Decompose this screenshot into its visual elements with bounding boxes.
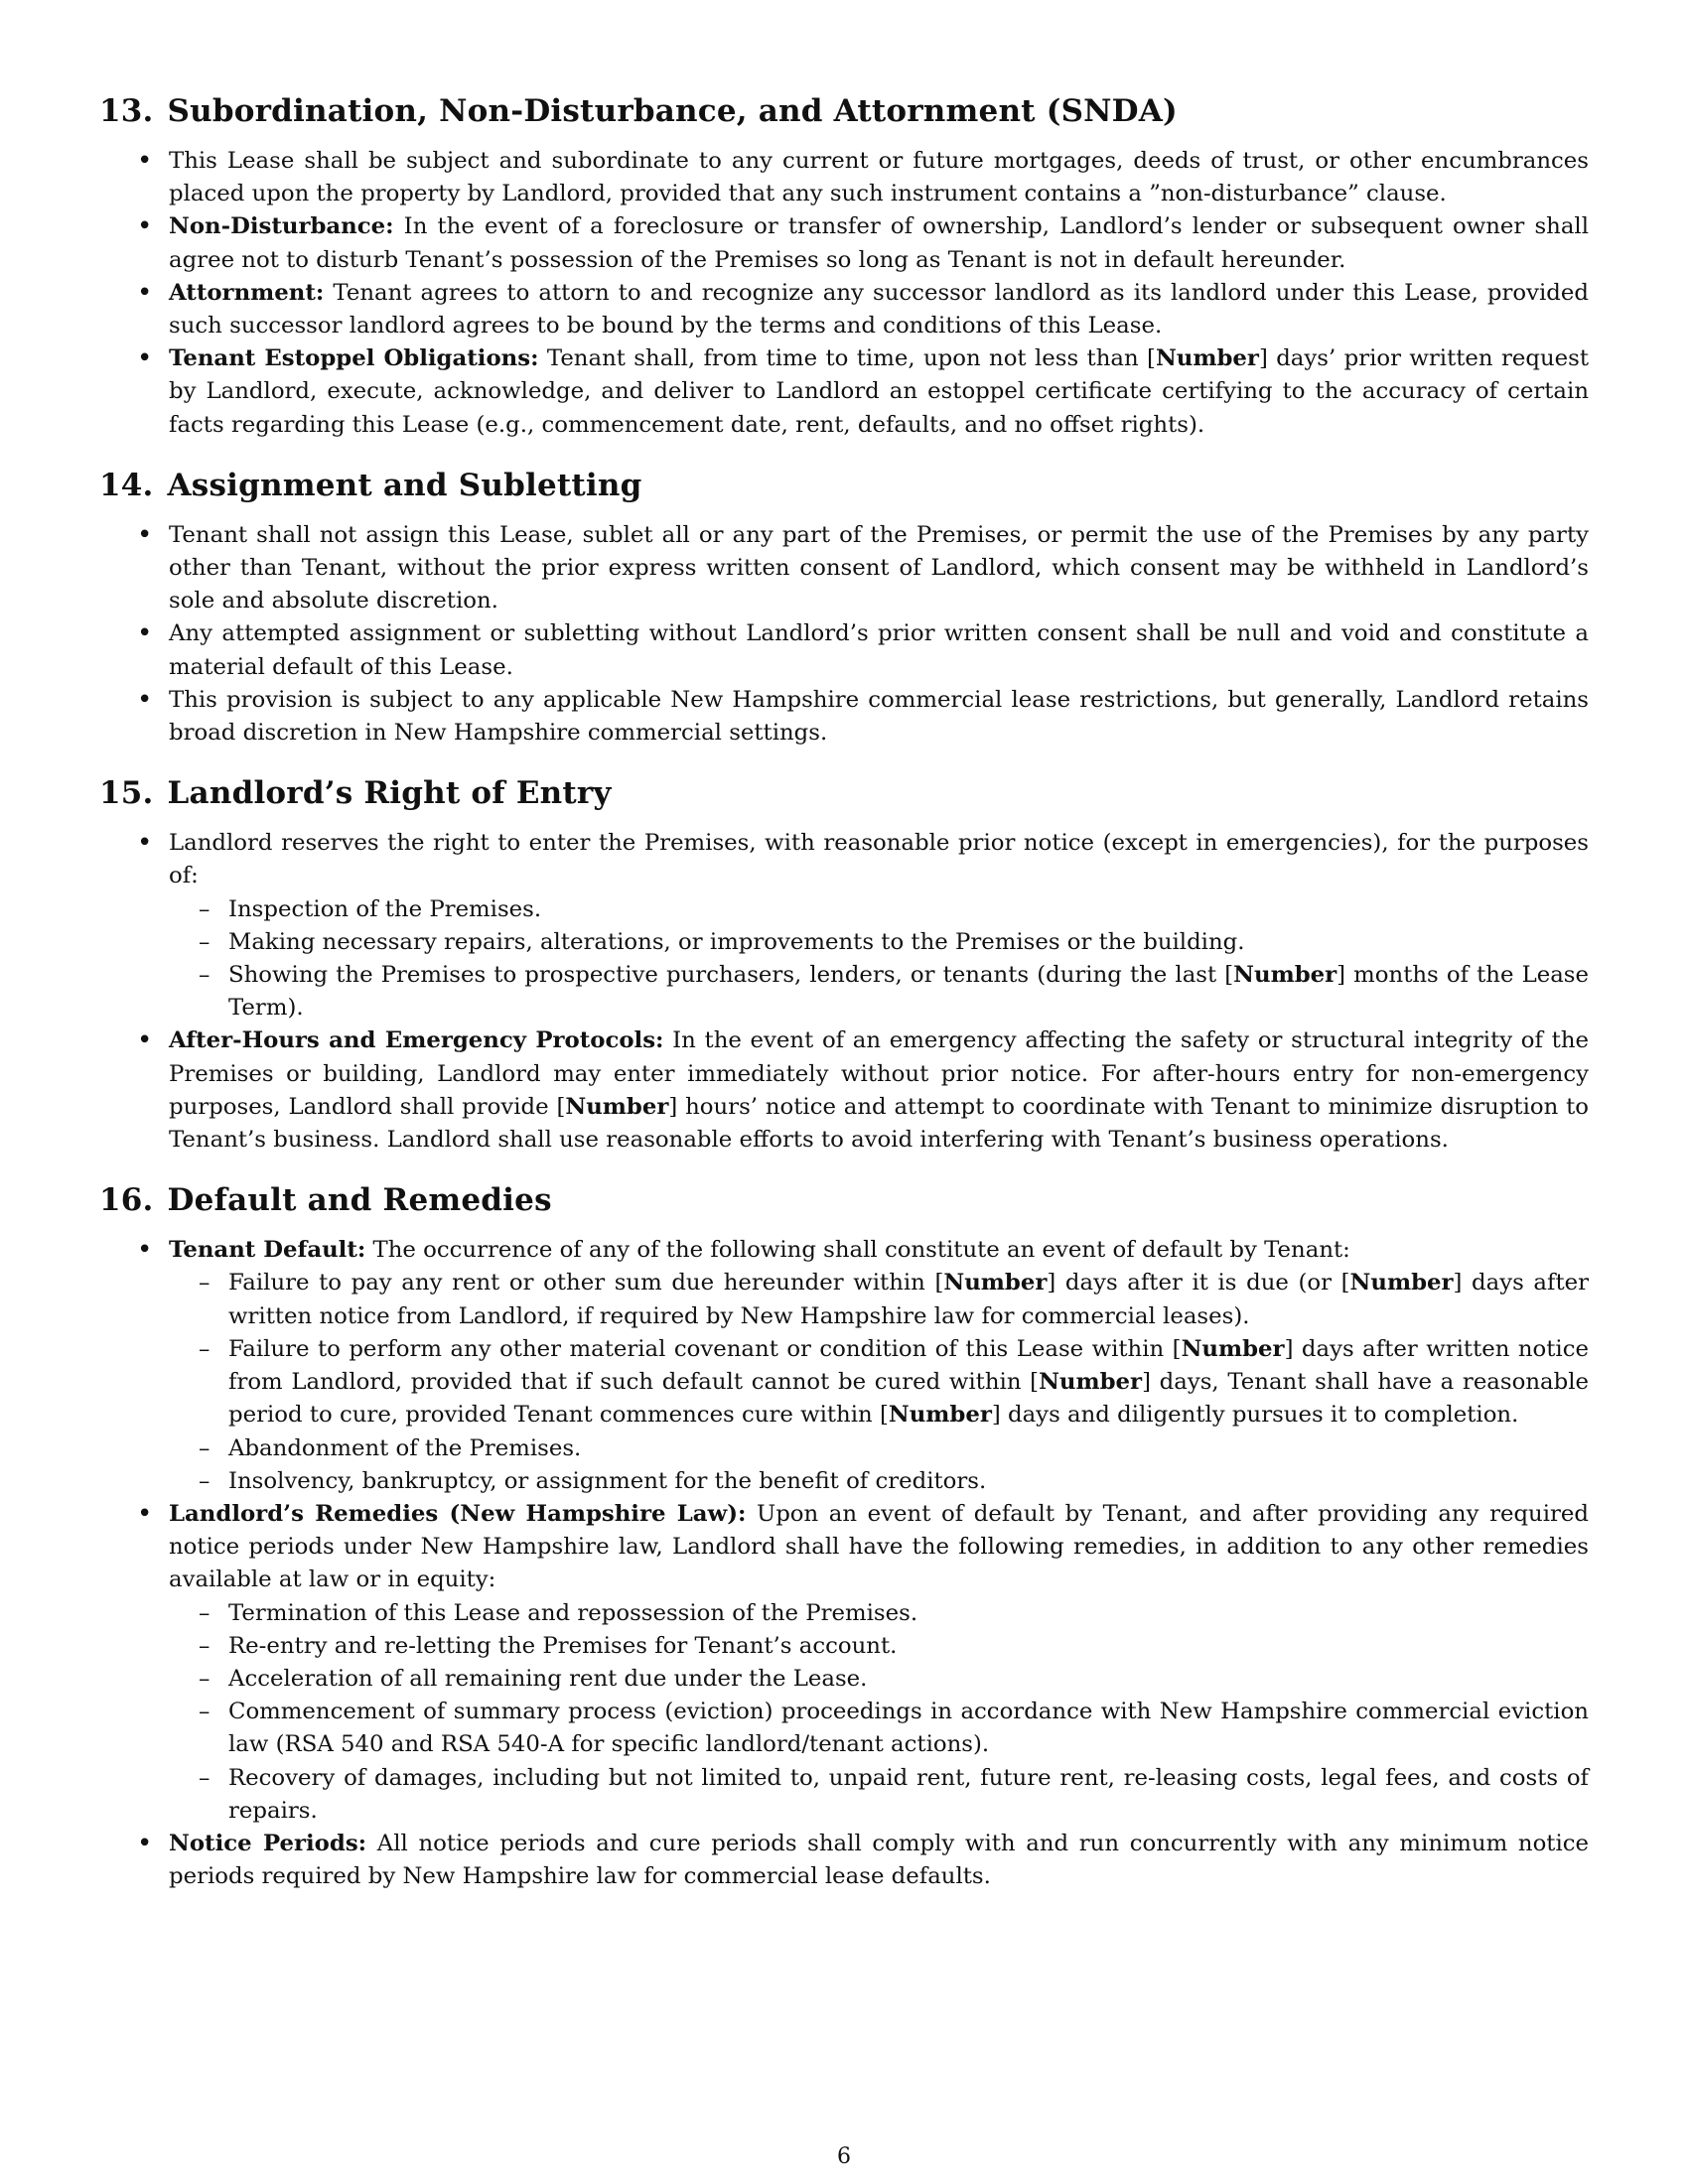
sub-list-item: – Abandonment of the Premises. [169,1433,1589,1465]
number-placeholder: Number [1349,1270,1454,1297]
bullet-list [99,1234,1589,1893]
sub-list-item: – Commencement of summary process (eviction) proceedings in accordance with New Hampshire commercial eviction law (RSA 540 and RSA 540-A for specific landlord/tenant actions). [169,1696,1589,1761]
sub-list-item: – Inspection of the Premises. [169,893,1589,926]
list-item: • Landlord reserves the right to enter the Premises, with reasonable prior notice (except in emergencies), for the purposes of: – Inspection of the Premises. – Making necessary repairs, alterations, or improvements to the Premises or the building. – Showing the Premises to prospective purchasers, lenders, or tenants (during the last [Number] months of the Lease Term). [99,827,1589,1024]
bullet-list [99,827,1589,1157]
sub-list-item: – Making necessary repairs, alterations, or improvements to the Premises or the building. [169,926,1589,959]
list-item: • Notice Periods: All notice periods and cure periods shall comply with and run concurrently with any minimum notice periods required by New Hampshire law for commercial lease defaults. [99,1828,1589,1893]
sub-list [169,893,1589,1025]
sub-list [169,1267,1589,1497]
section-heading: 13. Subordination, Non-Disturbance, and Attornment (SNDA) [99,93,1178,129]
sub-list-item: – Re-entry and re-letting the Premises for Tenant’s account. [169,1630,1589,1663]
sub-list-item: – Termination of this Lease and repossession of the Premises. [169,1597,1589,1630]
section-heading: 14. Assignment and Subletting [99,467,642,503]
section-14 [99,466,1589,750]
section-13 [99,91,1589,442]
sub-list-item: – Failure to perform any other material covenant or condition of this Lease within [Number] days after written notice from Landlord, provided that if such default cannot be cured within [Number] days, Tenant shall have a reasonable period to cure, provided Tenant commences cure within [Number] days and diligently pursues it to completion. [169,1333,1589,1433]
sub-list-item: – Showing the Premises to prospective purchasers, lenders, or tenants (during the last [Number] months of the Lease Term). [169,959,1589,1024]
sub-list-item: – Insolvency, bankruptcy, or assignment for the benefit of creditors. [169,1465,1589,1498]
bullet-list [99,145,1589,442]
number-placeholder: Number [943,1270,1048,1297]
section-heading: 16. Default and Remedies [99,1182,552,1219]
sub-list-item: – Acceleration of all remaining rent due under the Lease. [169,1663,1589,1696]
bullet-list [99,519,1589,750]
number-placeholder: Number [1039,1369,1143,1396]
sub-list [169,1597,1589,1828]
list-item: • After-Hours and Emergency Protocols: In the event of an emergency affecting the safety or structural integrity of the Premises or building, Landlord may enter immediately without prior notice. For after-hours entry for non-emergency purposes, Landlord shall provide [Number] hours’ notice and attempt to coordinate with Tenant to minimize disruption to Tenant’s business. Landlord shall use reasonable efforts to avoid interfering with Tenant’s business operations. [99,1024,1589,1157]
number-placeholder: Number [1155,345,1259,372]
number-placeholder: Number [1181,1335,1285,1362]
document-page [99,91,1589,1917]
list-item: • Any attempted assignment or subletting without Landlord’s prior written consent shall be null and void and constitute a material default of this Lease. [99,617,1589,683]
sub-list-item: – Recovery of damages, including but not limited to, unpaid rent, future rent, re-leasing costs, legal fees, and costs of repairs. [169,1762,1589,1828]
list-item: • This provision is subject to any applicable New Hampshire commercial lease restrictions, but generally, Landlord retains broad discretion in New Hampshire commercial settings. [99,684,1589,750]
number-placeholder: Number [565,1093,669,1120]
list-item: • Landlord’s Remedies (New Hampshire Law): Upon an event of default by Tenant, and after providing any required notice periods under New Hampshire law, Landlord shall have the following remedies, in addition to any other remedies available at law or in equity: – Termination of this Lease and repossession of the Premises. – Re-entry and re-letting the Premises for Tenant’s account. – Acceleration of all remaining rent due under the Lease. – Commencement of summary process (eviction) proceedings in accordance with New Hampshire commercial eviction law (RSA 540 and RSA 540-A for specific landlord/tenant actions). – Recovery of damages, including but not limited to, unpaid rent, future rent, re-leasing costs, legal fees, and costs of repairs. [99,1498,1589,1828]
list-item: • Tenant Estoppel Obligations: Tenant shall, from time to time, upon not less than [Number] days’ prior written request by Landlord, execute, acknowledge, and deliver to Landlord an estoppel certificate certifying to the accuracy of certain facts regarding this Lease (e.g., commencement date, rent, defaults, and no offset rights). [99,342,1589,442]
sub-list-item: – Failure to pay any rent or other sum due hereunder within [Number] days after it is due (or [Number] days after written notice from Landlord, if required by New Hampshire law for commercial leases). [169,1267,1589,1332]
number-placeholder: Number [888,1402,992,1429]
list-item: • Non-Disturbance: In the event of a foreclosure or transfer of ownership, Landlord’s lender or subsequent owner shall agree not to disturb Tenant’s possession of the Premises so long as Tenant is not in default hereunder. [99,210,1589,276]
list-item: • Tenant shall not assign this Lease, sublet all or any part of the Premises, or permit the use of the Premises by any party other than Tenant, without the prior express written consent of Landlord, which consent may be withheld in Landlord’s sole and absolute discretion. [99,519,1589,618]
list-item: • This Lease shall be subject and subordinate to any current or future mortgages, deeds of trust, or other encumbrances placed upon the property by Landlord, provided that any such instrument contains a ”non-disturbance” clause. [99,145,1589,210]
page-number: 6 [837,2144,851,2169]
number-placeholder: Number [1233,962,1337,989]
list-item: • Tenant Default: The occurrence of any of the following shall constitute an event of default by Tenant: – Failure to pay any rent or other sum due hereunder within [Number] days after it is due (or [Number] days after written notice from Landlord, if required by New Hampshire law for commercial leases). – Failure to perform any other material covenant or condition of this Lease within [Number] days after written notice from Landlord, provided that if such default cannot be cured within [Number] days, Tenant shall have a reasonable period to cure, provided Tenant commences cure within [Number] days and diligently pursues it to completion. – Abandonment of the Premises. – Insolvency, bankruptcy, or assignment for the benefit of creditors. [99,1234,1589,1498]
list-item: • Attornment: Tenant agrees to attorn to and recognize any successor landlord as its landlord under this Lease, provided such successor landlord agrees to be bound by the terms and conditions of this Lease. [99,277,1589,342]
section-15 [99,773,1589,1157]
section-heading: 15. Landlord’s Right of Entry [99,775,612,812]
section-16 [99,1180,1589,1893]
